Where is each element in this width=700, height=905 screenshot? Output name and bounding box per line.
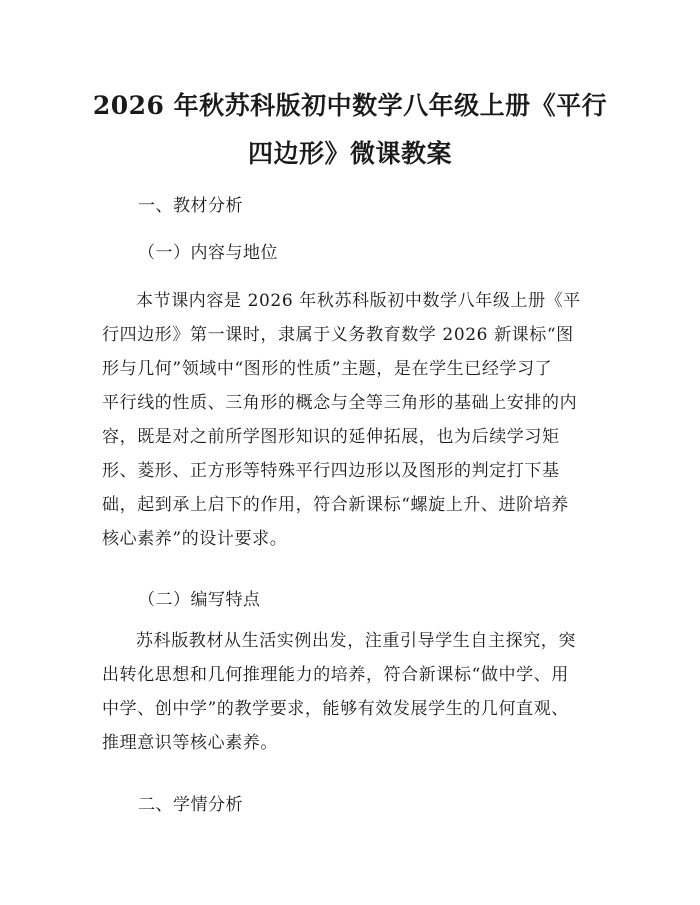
paragraph-line: 行四边形》第一课时，隶属于义务教育数学 2026 新课标“图	[102, 325, 574, 345]
paragraph-line: 容，既是对之前所学图形知识的延伸拓展，也为后续学习矩	[102, 427, 560, 447]
paragraph-line: 苏科版教材从生活实例出发，注重引导学生自主探究，突	[136, 631, 576, 651]
paragraph-line: 形与几何”领域中“图形的性质”主题，是在学生已经学习了	[102, 359, 553, 379]
paragraph-line: 础，起到承上启下的作用，符合新课标“螺旋上升、进阶培养	[102, 495, 569, 515]
document-title-line-1: 2026 年秋苏科版初中数学八年级上册《平行	[92, 91, 608, 120]
paragraph-content-position	[102, 284, 622, 556]
document-title-line-2: 四边形》微课教案	[247, 139, 452, 168]
subsection-heading-writing-features: （二）编写特点	[138, 590, 261, 610]
subsection-heading-content-position: （一）内容与地位	[138, 243, 278, 263]
paragraph-line: 中学、创中学”的教学要求，能够有效发展学生的几何直观、	[102, 699, 569, 719]
section-heading-student-analysis: 二、学情分析	[138, 795, 243, 815]
paragraph-line: 出转化思想和几何推理能力的培养，符合新课标“做中学、用	[102, 665, 569, 685]
paragraph-writing-features	[102, 624, 622, 760]
paragraph-line: 本节课内容是 2026 年秋苏科版初中数学八年级上册《平	[136, 291, 581, 311]
section-heading-textbook-analysis: 一、教材分析	[138, 196, 243, 216]
paragraph-line: 推理意识等核心素养。	[102, 733, 278, 753]
paragraph-line: 平行线的性质、三角形的概念与全等三角形的基础上安排的内	[102, 393, 578, 413]
paragraph-line: 核心素养”的设计要求。	[102, 529, 288, 549]
paragraph-line: 形、菱形、正方形等特殊平行四边形以及图形的判定打下基	[102, 461, 560, 481]
